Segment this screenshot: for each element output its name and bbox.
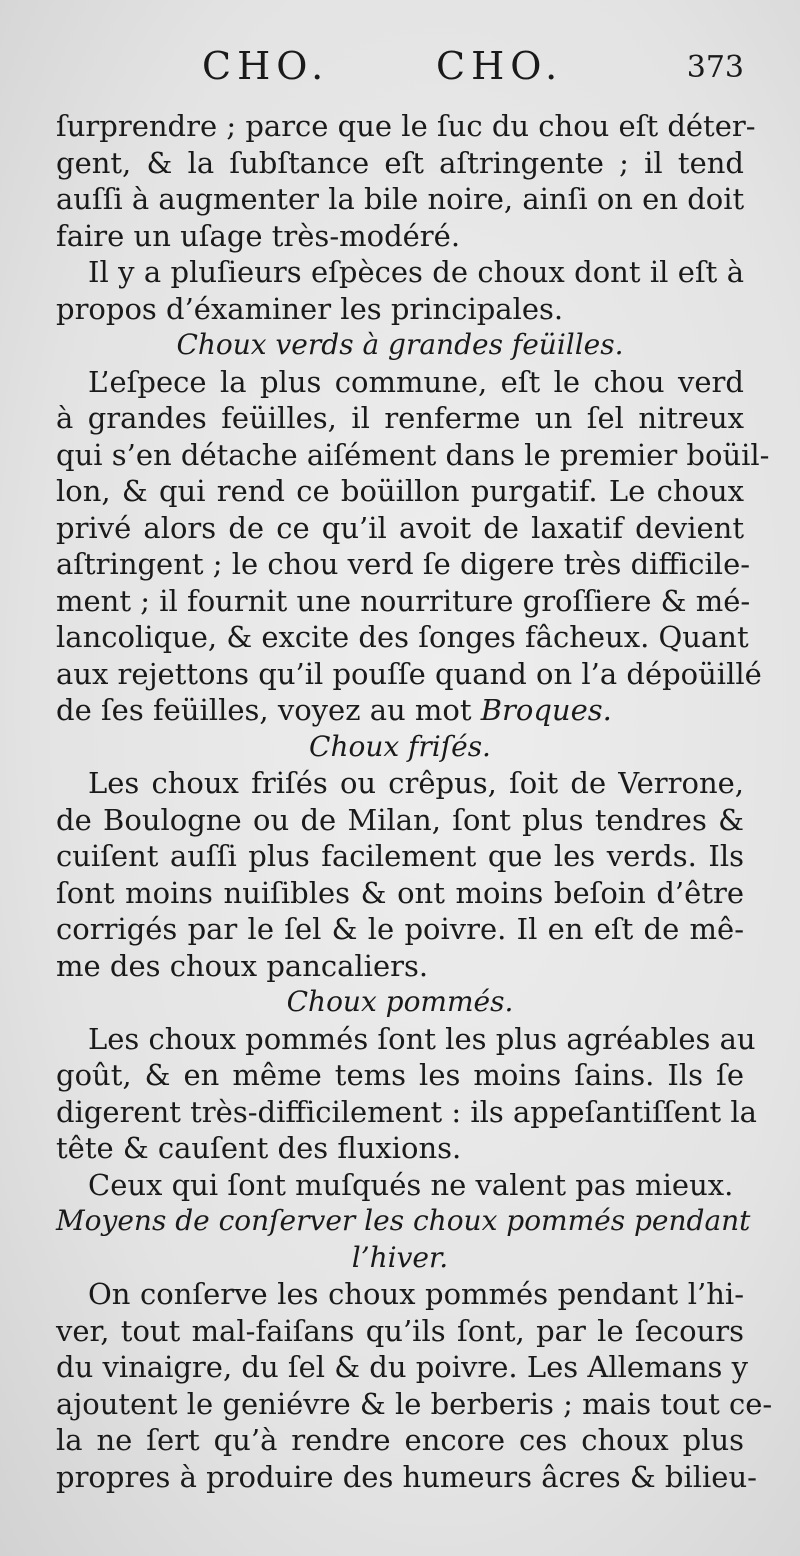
text-line: privé alors de ce qu’il avoit de laxatif devient xyxy=(56,510,744,545)
text-line: ver, tout mal-faiſans qu’ils ſont, par le ſecours xyxy=(56,1313,744,1348)
page-body xyxy=(56,108,773,1495)
text-line: Les choux pommés ſont les plus agréables au xyxy=(88,1021,756,1056)
text-line: de Boulogne ou de Milan, ſont plus tendres & xyxy=(56,802,744,837)
section-heading: Choux pommés. xyxy=(286,985,514,1018)
running-header xyxy=(56,40,744,108)
text-fragment: de ſes feüilles, voyez au mot xyxy=(56,693,481,727)
section-heading: Moyens de conſerver les choux pommés pendant xyxy=(56,1204,751,1237)
text-line: ſurprendre ; parce que le ſuc du chou eſt déter- xyxy=(56,109,756,143)
page-number: 373 xyxy=(686,50,744,85)
text-line: ajoutent le geniévre & le berberis ; mais tout ce- xyxy=(56,1386,773,1421)
text-line: du vinaigre, du ſel & du poivre. Les Allemans y xyxy=(56,1350,748,1384)
text-line: ſont moins nuiſibles & ont moins beſoin d’être xyxy=(56,875,744,910)
text-line xyxy=(56,692,744,729)
section-heading: Choux verds à grandes feüilles. xyxy=(176,328,624,361)
text-line: ment ; il fournit une nourriture groſſiere & mé- xyxy=(56,583,751,618)
text-line: lancolique, & excite des ſonges fâcheux. Quant xyxy=(56,620,749,654)
running-head-right: CHO. xyxy=(436,44,564,88)
text-line: On conſerve les choux pommés pendant l’hi- xyxy=(88,1277,744,1311)
text-line: qui s’en détache aiſément dans le premier boüil- xyxy=(56,437,770,472)
text-line: Il y a pluſieurs eſpèces de choux dont il eſt à xyxy=(88,255,744,289)
text-line: cuiſent auſſi plus facilement que les verds. Ils xyxy=(56,839,744,873)
text-line: digerent très-difficilement : ils appeſantiſſent la xyxy=(56,1094,757,1129)
text-line: à grandes feüilles, il renferme un ſel nitreux xyxy=(56,401,744,435)
text-line: Ceux qui ſont muſqués ne valent pas mieux. xyxy=(88,1167,734,1202)
text-line: aſtringent ; le chou verd ſe digere très difficile- xyxy=(56,547,751,581)
text-line: propres à produire des humeurs âcres & bilieu- xyxy=(56,1459,757,1494)
text-line: corrigés par le ſel & le poivre. Il en eſt de mê- xyxy=(56,912,744,946)
text-line: aux rejettons qu’il pouſſe quand on l’a dépoüillé xyxy=(56,656,762,691)
text-line: L’eſpece la plus commune, eſt le chou verd xyxy=(88,364,744,399)
text-line: gent, & la ſubſtance eſt aſtringente ; il tend xyxy=(56,145,744,180)
running-head-left: CHO. xyxy=(202,44,330,88)
text-line: lon, & qui rend ce boüillon purgatif. Le choux xyxy=(56,474,744,508)
cross-reference: Broques. xyxy=(480,693,612,727)
text-line: la ne ſert qu’à rendre encore ces choux plus xyxy=(56,1423,744,1457)
text-line: goût, & en même tems les moins ſains. Ils ſe xyxy=(56,1058,744,1092)
section-heading: l’hiver. xyxy=(351,1240,449,1274)
text-line: faire un uſage très-modéré. xyxy=(56,218,461,253)
section-heading: Choux friſés. xyxy=(309,729,491,763)
text-line: me des choux pancaliers. xyxy=(56,948,429,983)
text-line: propos d’éxaminer les principales. xyxy=(56,291,564,326)
text-line: Les choux friſés ou crêpus, ſoit de Verrone, xyxy=(88,766,744,800)
text-line: auſſi à augmenter la bile noire, ainſi on en doit xyxy=(56,182,745,216)
text-line: tête & cauſent des fluxions. xyxy=(56,1131,462,1165)
